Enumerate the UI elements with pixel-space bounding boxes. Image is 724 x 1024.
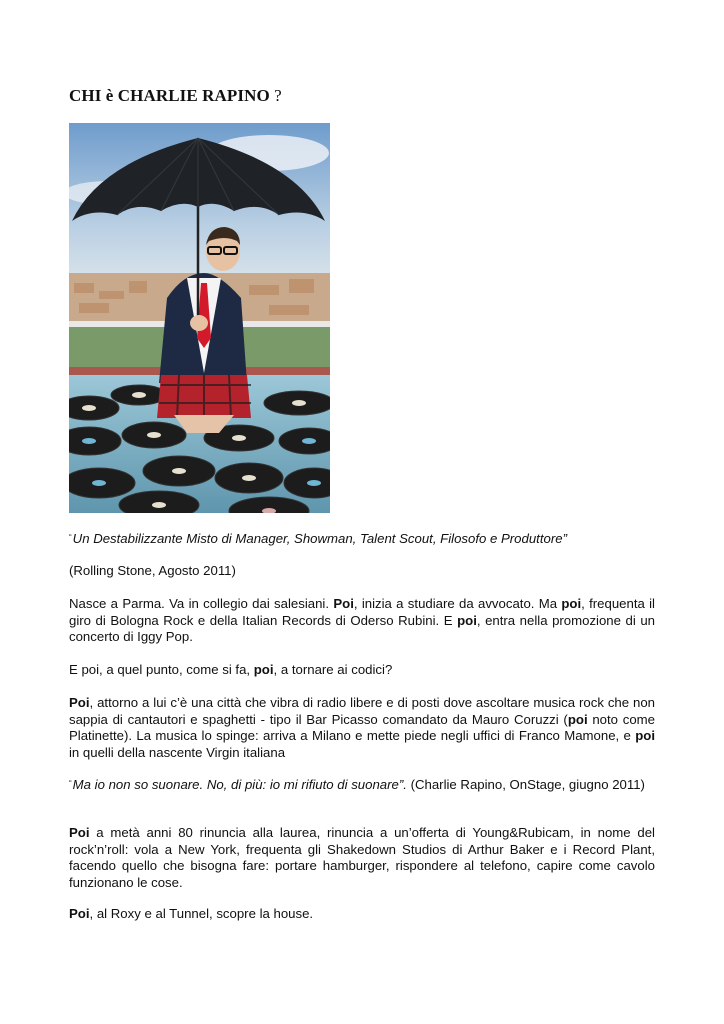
page-title: [69, 86, 282, 106]
quote-2: [69, 776, 655, 794]
quote-1: [69, 530, 655, 548]
paragraph-2: E poi, a quel punto, come si fa, poi, a tornare ai codici?: [69, 662, 393, 677]
quote-2-text: Ma io non so suonare. No, di più: io mi rifiuto di suonare”.: [72, 777, 407, 792]
paragraph-3: Poi, attorno a lui c’è una città che vibra di radio libere e di posti dove ascoltare musica rock che non sappia di cantautori e spaghetti - tipo il Bar Picasso comandato da Mauro Coruzzi (poi noto come Platinette). La musica lo spinge: arriva a Milano e mette piede negli uffici di Franco Mamone, e poi in quelli della nascente Virgin italiana: [69, 695, 655, 760]
quote-2-open-mark: “: [69, 779, 72, 788]
quote-1-text: Un Destabilizzante Misto di Manager, Showman, Talent Scout, Filosofo e Produttore”: [72, 531, 567, 546]
paragraph-1: Nasce a Parma. Va in collegio dai salesiani. Poi, inizia a studiare da avvocato. Ma poi, frequenta il giro di Bologna Rock e della Italian Records di Oderso Rubini. E poi, entra nella promozione di un concerto di Iggy Pop.: [69, 596, 656, 645]
portrait-photo: [69, 123, 330, 513]
title-text: CHI è CHARLIE RAPINO: [69, 86, 270, 105]
title-question-mark: ?: [269, 86, 282, 105]
source-1: [69, 563, 655, 580]
quote-1-open-mark: “: [69, 533, 72, 542]
paragraph-4: Poi a metà anni 80 rinuncia alla laurea, rinuncia a un’offerta di Young&Rubicam, in nome del rock’n’roll: vola a New York, frequenta gli Shakedown Studios di Arthur Baker e i Record Plant, facendo quello che bisogna fare: portare hamburger, rispondere al telefono, capire come cavolo funzionano le cose.: [69, 825, 655, 890]
portrait-illustration: [69, 123, 330, 513]
quote-2-source: (Charlie Rapino, OnStage, giugno 2011): [406, 777, 645, 792]
source-1-text: (Rolling Stone, Agosto 2011): [69, 563, 236, 578]
paragraph-5: Poi, al Roxy e al Tunnel, scopre la house.: [69, 906, 314, 921]
